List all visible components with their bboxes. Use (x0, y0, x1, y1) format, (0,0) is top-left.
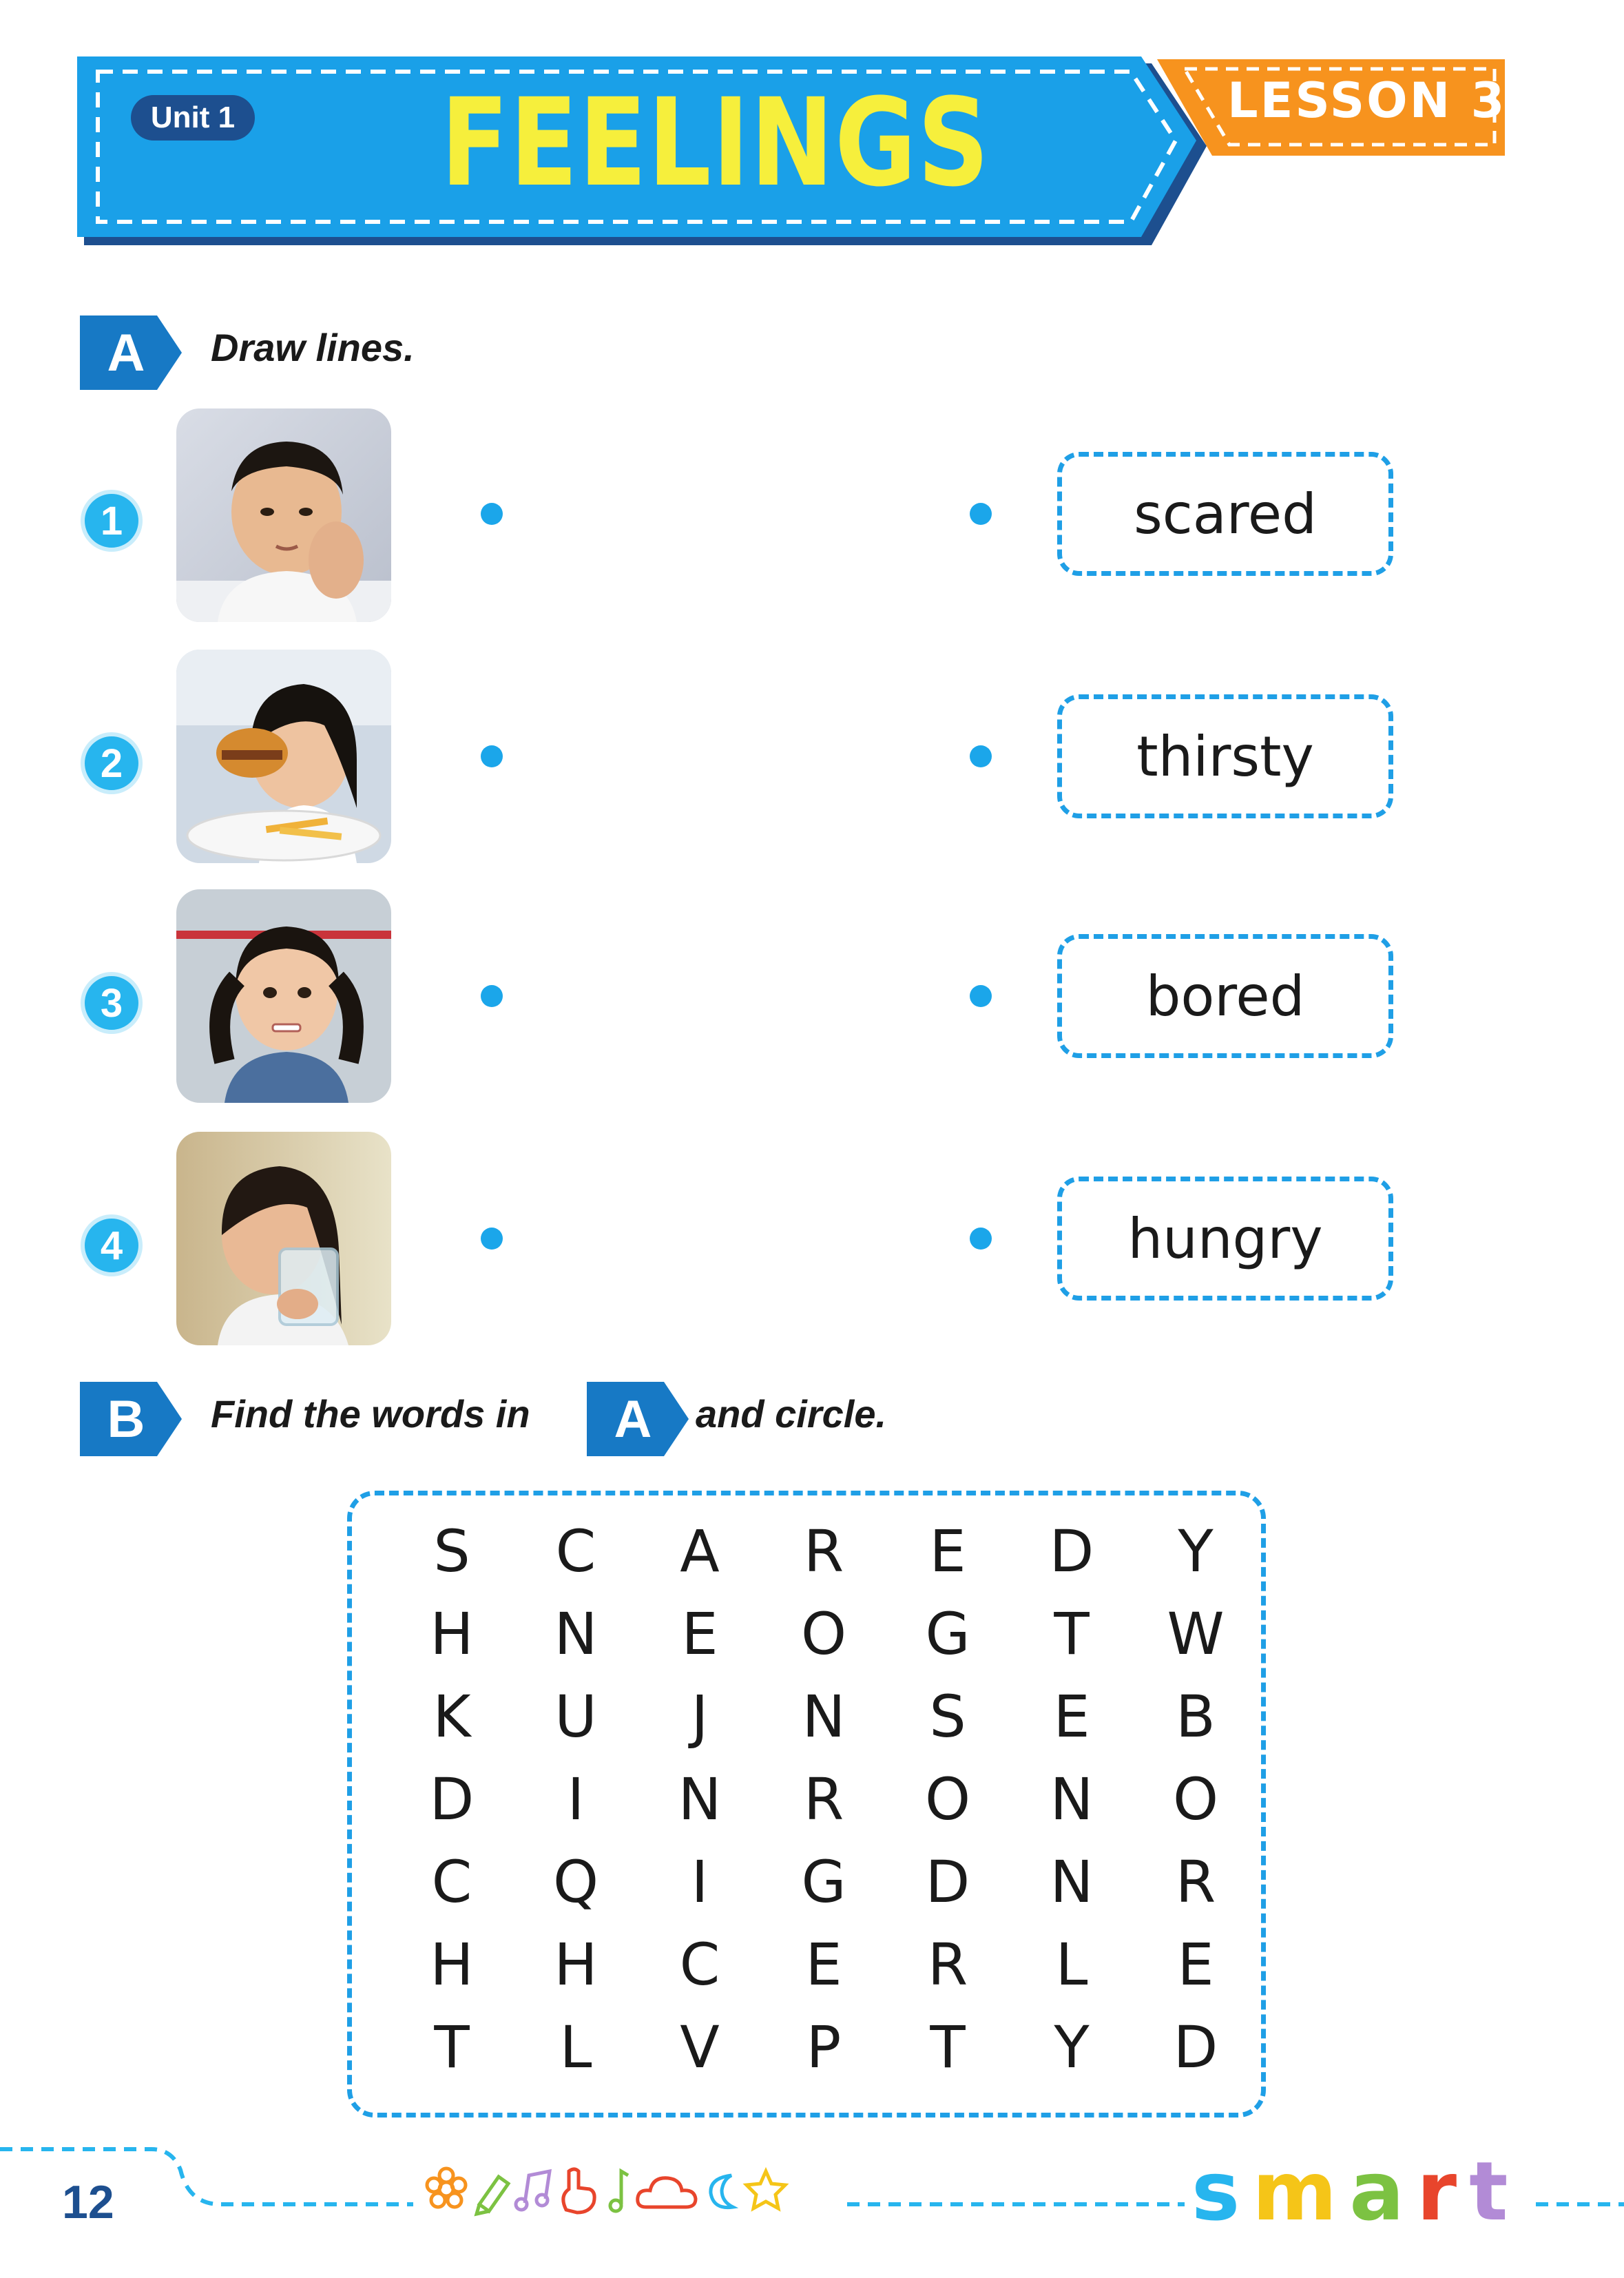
grid-cell[interactable]: W (1167, 1600, 1225, 1668)
cloud-icon (638, 2178, 696, 2207)
right-dot-3[interactable] (970, 985, 992, 1007)
star-icon (747, 2171, 785, 2208)
page-title: FEELINGS (441, 72, 990, 214)
grid-cell[interactable]: L (1055, 1931, 1088, 1998)
word-box-3: bored (1057, 934, 1393, 1058)
music-note-icon (610, 2171, 628, 2211)
grid-cell[interactable]: Q (552, 1848, 599, 1916)
grid-cell[interactable]: I (567, 1766, 585, 1833)
grid-cell[interactable]: H (430, 1931, 474, 1998)
page-number: 12 (62, 2176, 114, 2228)
lesson-label: LESSON 3 (1227, 72, 1507, 129)
music-notes-icon (516, 2171, 550, 2210)
word-box-2: thirsty (1057, 694, 1393, 818)
grid-cell[interactable]: H (430, 1600, 474, 1668)
grid-cell[interactable]: C (431, 1848, 472, 1916)
grid-cell[interactable]: L (559, 2013, 592, 2081)
section-a-instruction: Draw lines. (211, 326, 415, 369)
grid-cell[interactable]: R (803, 1766, 844, 1833)
photo-bored-boy (176, 408, 391, 622)
left-dot-1[interactable] (481, 503, 503, 525)
item-number-4: 4 (81, 1214, 143, 1276)
pencil-icon (477, 2177, 508, 2214)
grid-cell[interactable]: T (434, 2013, 470, 2081)
grid-cell[interactable]: D (429, 1766, 475, 1833)
section-a-letter: A (107, 323, 145, 382)
item-number-3: 3 (81, 972, 143, 1034)
grid-cell[interactable]: Y (1178, 1518, 1214, 1585)
grid-cell[interactable]: N (1050, 1848, 1094, 1916)
grid-cell[interactable]: R (1175, 1848, 1216, 1916)
word-search-grid (390, 1510, 1258, 2089)
grid-cell[interactable]: S (433, 1518, 470, 1585)
inline-a-badge (587, 1382, 690, 1456)
photo-thirsty-girl (176, 1132, 391, 1345)
grid-cell[interactable]: E (681, 1600, 718, 1668)
grid-cell[interactable]: P (806, 2013, 842, 2081)
grid-cell[interactable]: O (800, 1600, 847, 1668)
grid-cell[interactable]: O (924, 1766, 971, 1833)
brand-letter: a (1349, 2144, 1417, 2239)
moon-icon (711, 2175, 733, 2208)
brand-letter: s (1191, 2144, 1253, 2239)
grid-cell[interactable]: U (554, 1683, 597, 1750)
grid-cell[interactable]: N (678, 1766, 722, 1833)
item-number-2: 2 (81, 732, 143, 794)
grid-cell[interactable]: N (1050, 1766, 1094, 1833)
grid-cell[interactable]: J (691, 1683, 709, 1750)
right-dot-1[interactable] (970, 503, 992, 525)
grid-cell[interactable]: G (925, 1600, 970, 1668)
right-dot-4[interactable] (970, 1228, 992, 1250)
brand-letter: m (1252, 2144, 1350, 2239)
section-b-letter: B (107, 1389, 145, 1449)
grid-cell[interactable]: D (1049, 1518, 1094, 1585)
flower-icon (427, 2168, 466, 2207)
left-dot-3[interactable] (481, 985, 503, 1007)
brand-letter: t (1469, 2144, 1521, 2239)
footer-doodles (421, 2162, 842, 2217)
grid-cell[interactable]: G (801, 1848, 846, 1916)
grid-cell[interactable]: N (802, 1683, 846, 1750)
grid-cell[interactable]: O (1172, 1766, 1219, 1833)
grid-cell[interactable]: D (925, 1848, 970, 1916)
grid-cell[interactable]: B (1176, 1683, 1216, 1750)
hand-icon (563, 2169, 594, 2213)
grid-cell[interactable]: I (691, 1848, 709, 1916)
grid-cell[interactable]: S (929, 1683, 966, 1750)
inline-a-letter: A (614, 1389, 652, 1449)
left-dot-2[interactable] (481, 745, 503, 767)
grid-cell[interactable]: C (555, 1518, 596, 1585)
brand-logo (1191, 2144, 1520, 2239)
grid-cell[interactable]: K (433, 1683, 471, 1750)
brand-letter: r (1416, 2144, 1470, 2239)
grid-cell[interactable]: A (680, 1518, 720, 1585)
grid-cell[interactable]: R (927, 1931, 968, 1998)
section-b-instruction-part1: Find the words in (211, 1392, 530, 1436)
grid-cell[interactable]: R (803, 1518, 844, 1585)
grid-cell[interactable]: Y (1054, 2013, 1090, 2081)
photo-hungry-girl (176, 650, 391, 863)
right-dot-2[interactable] (970, 745, 992, 767)
word-box-4: hungry (1057, 1177, 1393, 1301)
grid-cell[interactable]: E (1053, 1683, 1090, 1750)
grid-cell[interactable]: E (805, 1931, 842, 1998)
grid-cell[interactable]: C (679, 1931, 720, 1998)
unit-label: Unit 1 (131, 95, 255, 141)
photo-scared-girl (176, 889, 391, 1103)
grid-cell[interactable]: N (554, 1600, 598, 1668)
grid-cell[interactable]: T (1054, 1600, 1090, 1668)
grid-cell[interactable]: V (680, 2013, 720, 2081)
word-box-1: scared (1057, 452, 1393, 576)
section-b-instruction-part2: and circle. (696, 1392, 887, 1436)
grid-cell[interactable]: E (1177, 1931, 1214, 1998)
grid-cell[interactable]: T (930, 2013, 966, 2081)
section-b-badge (80, 1382, 183, 1456)
grid-cell[interactable]: E (929, 1518, 966, 1585)
grid-cell[interactable]: D (1173, 2013, 1218, 2081)
item-number-1: 1 (81, 490, 143, 552)
grid-cell[interactable]: H (554, 1931, 598, 1998)
left-dot-4[interactable] (481, 1228, 503, 1250)
section-a-badge (80, 315, 183, 390)
